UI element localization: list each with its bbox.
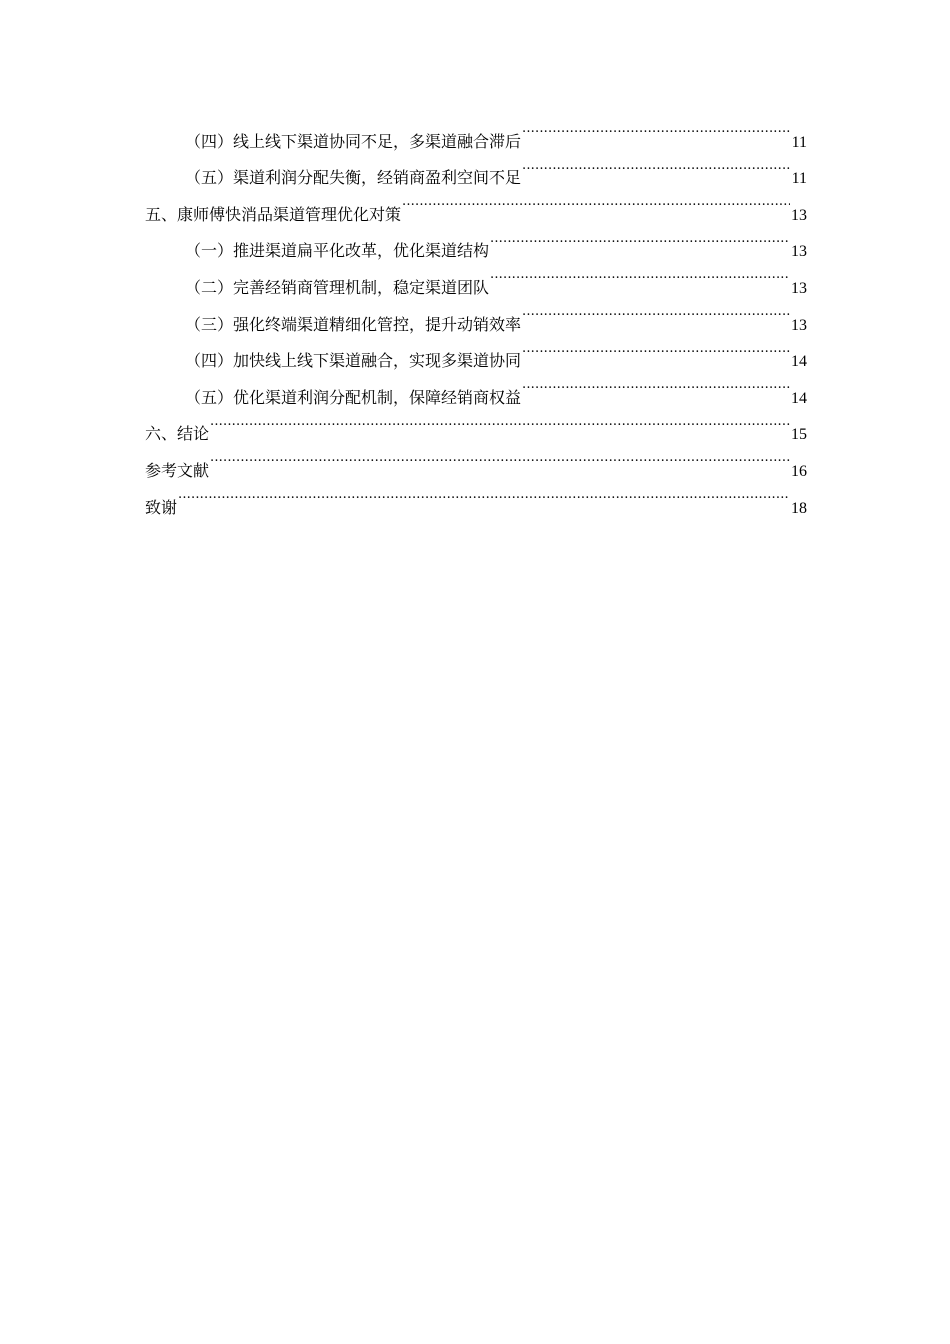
toc-dot-leader: [522, 147, 791, 184]
toc-entry-page: 13: [791, 206, 807, 224]
toc-entry[interactable]: [145, 476, 807, 517]
toc-dot-leader: [210, 403, 790, 440]
toc-entry-title: （四）线上线下渠道协同不足，多渠道融合滞后: [185, 131, 522, 151]
toc-dot-leader: [522, 110, 791, 147]
toc-dot-leader: [210, 439, 790, 476]
toc-entry-page: 15: [791, 426, 807, 444]
toc-dot-leader: [522, 330, 790, 367]
toc-entry-title: 参考文献: [145, 460, 210, 480]
toc-entry-page: 14: [791, 389, 807, 407]
toc-entry-page: 13: [791, 279, 807, 297]
toc-entry-page: 13: [791, 243, 807, 261]
toc-entry-title: （三）强化终端渠道精细化管控，提升动销效率: [185, 314, 522, 334]
toc-dot-leader: [490, 256, 790, 293]
toc-entry-title: （五）渠道利润分配失衡，经销商盈利空间不足: [185, 168, 522, 188]
toc-dot-leader: [522, 366, 790, 403]
toc-entry[interactable]: [145, 110, 807, 151]
toc-entry-page: 11: [791, 133, 807, 151]
toc-dot-leader: [402, 183, 790, 220]
toc-entry-page: 13: [791, 316, 807, 334]
toc-entry[interactable]: [145, 439, 807, 480]
toc-dot-leader: [522, 293, 790, 330]
toc-entry-title: （二）完善经销商管理机制，稳定渠道团队: [185, 277, 490, 297]
toc-entry-page: 14: [791, 353, 807, 371]
toc-entry-title: 致谢: [145, 497, 178, 517]
toc-entry-title: （四）加快线上线下渠道融合，实现多渠道协同: [185, 351, 522, 371]
toc-entry-page: 16: [791, 462, 807, 480]
toc-entry-title: 五、康师傅快消品渠道管理优化对策: [145, 204, 402, 224]
table-of-contents: [145, 110, 807, 517]
toc-entry-page: 11: [791, 170, 807, 188]
toc-entry-title: （五）优化渠道利润分配机制，保障经销商权益: [185, 387, 522, 407]
toc-dot-leader: [490, 220, 790, 257]
toc-entry-page: 18: [791, 499, 807, 517]
toc-entry[interactable]: [145, 403, 807, 444]
toc-entry-title: （一）推进渠道扁平化改革，优化渠道结构: [185, 241, 490, 261]
toc-entry-title: 六、结论: [145, 424, 210, 444]
toc-dot-leader: [178, 476, 790, 513]
